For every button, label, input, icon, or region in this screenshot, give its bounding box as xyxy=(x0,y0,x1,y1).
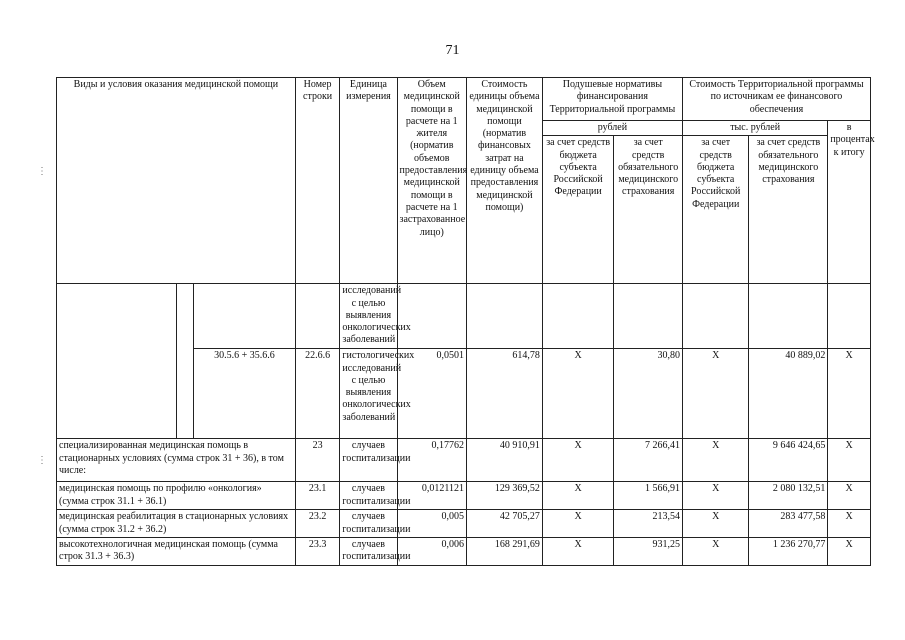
row-volume: 0,005 xyxy=(397,510,467,538)
row-cost-budget xyxy=(682,284,748,349)
row-line: 23.2 xyxy=(295,510,340,538)
header-unit-rubles: рублей xyxy=(542,121,682,136)
medical-care-table xyxy=(56,77,875,566)
row-cost: 40 910,91 xyxy=(467,439,543,482)
row-volume: 0,006 xyxy=(397,537,467,565)
row-cost: 42 705,27 xyxy=(467,510,543,538)
header-cost-budget: за счет средств бюджета субъекта Российской Федерации xyxy=(682,136,748,284)
row-norm-oms: 213,54 xyxy=(614,510,683,538)
indent-cell xyxy=(177,284,194,439)
row-norm-budget: X xyxy=(542,349,614,439)
row-ref: 30.5.6 + 35.6.6 xyxy=(194,349,296,439)
row-norm-oms: 30,80 xyxy=(614,349,683,439)
table-row xyxy=(57,284,871,349)
header-program-cost: Стоимость Территориальной программы по источникам ее финансового обеспечения xyxy=(682,78,870,121)
margin-mark: ⋮ xyxy=(37,166,47,177)
header-unit-thousand-rubles: тыс. рублей xyxy=(682,121,827,136)
row-line xyxy=(295,284,340,349)
row-percent: X xyxy=(828,537,871,565)
row-unit: случаев госпитализации xyxy=(340,482,397,510)
row-ref xyxy=(194,284,296,349)
row-cost: 129 369,52 xyxy=(467,482,543,510)
row-norm-budget: X xyxy=(542,482,614,510)
row-line: 22.6.6 xyxy=(295,349,340,439)
row-name: медицинская помощь по профилю «онкология» (сумма строк 31.1 + 36.1) xyxy=(57,482,296,510)
header-unit-cost: Стоимость единицы объема медицинской помощи (норматив финансовых затрат на единицу объема предоставления медицинской помощи) xyxy=(467,78,543,284)
row-name: медицинская реабилитация в стационарных условиях (сумма строк 31.2 + 36.2) xyxy=(57,510,296,538)
row-cost-oms: 9 646 424,65 xyxy=(749,439,828,482)
margin-mark: ⋮ xyxy=(37,455,47,466)
row-norm-oms: 1 566,91 xyxy=(614,482,683,510)
row-line: 23.1 xyxy=(295,482,340,510)
header-unit: Единица измерения xyxy=(340,78,397,284)
table-row xyxy=(57,439,871,482)
row-name: высокотехнологичная медицинская помощь (сумма строк 31.3 + 36.3) xyxy=(57,537,296,565)
row-cost-oms: 2 080 132,51 xyxy=(749,482,828,510)
row-line: 23 xyxy=(295,439,340,482)
row-norm-budget xyxy=(542,284,614,349)
header-line-number: Номер строки xyxy=(295,78,340,284)
row-cost-budget: X xyxy=(682,482,748,510)
row-cost-budget: X xyxy=(682,439,748,482)
row-cost-oms: 283 477,58 xyxy=(749,510,828,538)
table-row xyxy=(57,510,871,538)
header-cost-oms: за счет средств обязательного медицинского страхования xyxy=(749,136,828,284)
row-unit: случаев госпитализации xyxy=(340,510,397,538)
row-percent: X xyxy=(828,482,871,510)
row-cost-budget: X xyxy=(682,510,748,538)
row-cost-oms: 40 889,02 xyxy=(749,349,828,439)
row-unit: исследований с целью выявления онкологических заболеваний xyxy=(340,284,397,349)
row-norm-oms xyxy=(614,284,683,349)
row-unit: гистологических исследований с целью выявления онкологических заболеваний xyxy=(340,349,397,439)
header-types: Виды и условия оказания медицинской помощи xyxy=(57,78,296,284)
row-cost-oms xyxy=(749,284,828,349)
row-cost: 614,78 xyxy=(467,349,543,439)
table-row xyxy=(57,482,871,510)
row-volume: 0,0501 xyxy=(397,349,467,439)
row-percent: X xyxy=(828,439,871,482)
row-norm-budget: X xyxy=(542,537,614,565)
row-cost-budget: X xyxy=(682,537,748,565)
row-unit: случаев госпитализации xyxy=(340,537,397,565)
row-volume: 0,17762 xyxy=(397,439,467,482)
row-percent xyxy=(828,284,871,349)
row-cost xyxy=(467,284,543,349)
header-norm-budget: за счет средств бюджета субъекта Российской Федерации xyxy=(542,136,614,284)
row-percent: X xyxy=(828,349,871,439)
row-volume: 0,0121121 xyxy=(397,482,467,510)
row-unit: случаев госпитализации xyxy=(340,439,397,482)
row-norm-oms: 7 266,41 xyxy=(614,439,683,482)
row-name: специализированная медицинская помощь в стационарных условиях (сумма строк 31 + 36), в том числе: xyxy=(57,439,296,482)
row-cost: 168 291,69 xyxy=(467,537,543,565)
row-norm-oms: 931,25 xyxy=(614,537,683,565)
row-norm-budget: X xyxy=(542,510,614,538)
name-cell-empty xyxy=(57,284,177,439)
header-per-capita-norms: Подушевые нормативы финансирования Территориальной программы xyxy=(542,78,682,121)
row-line: 23.3 xyxy=(295,537,340,565)
row-percent: X xyxy=(828,510,871,538)
table-row xyxy=(57,537,871,565)
row-cost-budget: X xyxy=(682,349,748,439)
row-norm-budget: X xyxy=(542,439,614,482)
row-cost-oms: 1 236 270,77 xyxy=(749,537,828,565)
header-volume: Объем медицинской помощи в расчете на 1 жителя (норматив объемов предоставления медицинской помощи в расчете на 1 застрахованное лицо) xyxy=(397,78,467,284)
page-number: 71 xyxy=(445,43,460,58)
header-percent-of-total: в процентах к итогу xyxy=(828,121,871,284)
row-volume xyxy=(397,284,467,349)
header-norm-oms: за счет средств обязательного медицинского страхования xyxy=(614,136,683,284)
